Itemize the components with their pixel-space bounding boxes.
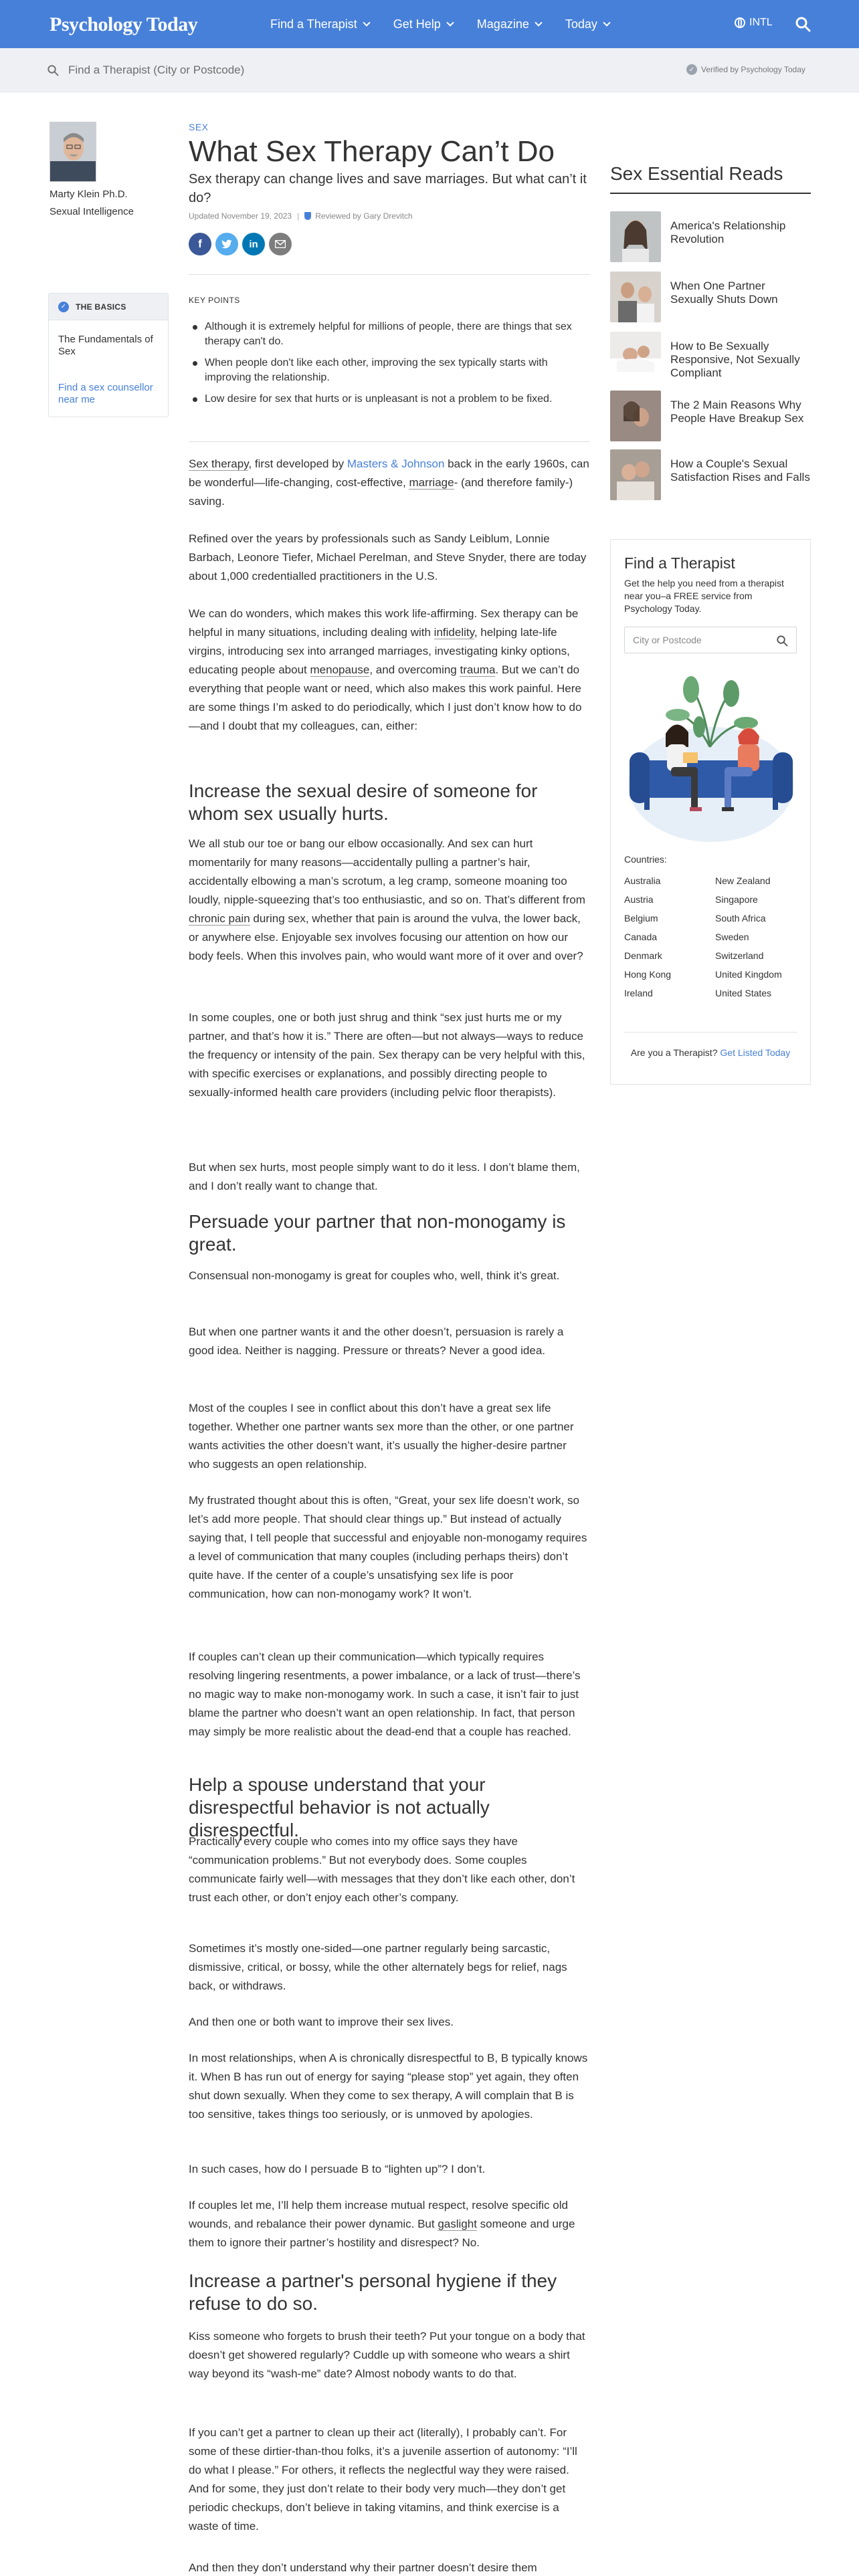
nav-today[interactable]: Today xyxy=(565,17,609,31)
chevron-down-icon xyxy=(535,19,542,26)
essential-read-title: How a Couple's Sexual Satisfaction Rises and Falls xyxy=(670,457,810,484)
paragraph: And then one or both want to improve their sex lives. xyxy=(189,2016,454,2028)
checkmark-icon: ✓ xyxy=(58,302,69,312)
essential-read-item[interactable] xyxy=(610,449,811,503)
find-therapist-bar xyxy=(0,48,859,92)
paragraph: Refined over the years by professionals such as Sandy Leiblum, Lonnie Barbach, Leonore Tiefer, Michael Perelman, and Steve Snyder, there are today about 1,000 credentialled practitioners in the U.S. xyxy=(189,532,587,582)
paragraph: In most relationships, when A is chronically disrespectful to B, B typically knows it. When B has run out of energy for saying “please stop” yet again, they often shut down sexually. When they come to sex therapy, A will complain that B is too sensitive, takes things too seriously, or is unmoved by apologies. xyxy=(189,2052,588,2121)
country-link[interactable]: Belgium xyxy=(624,913,658,924)
author-blog-name[interactable]: Sexual Intelligence xyxy=(50,206,134,217)
article-subtitle: Sex therapy can change lives and save marriages. But what can’t it do? xyxy=(189,172,587,205)
divider xyxy=(189,441,590,442)
country-link[interactable]: Sweden xyxy=(715,932,749,942)
paragraph: But when sex hurts, most people simply want to do it less. I don’t blame them, and I don’t really want to change that. xyxy=(189,1161,580,1192)
essential-read-thumbnail xyxy=(610,332,661,383)
paragraph: In such cases, how do I persuade B to “lighten up”? I don’t. xyxy=(189,2163,486,2175)
chevron-down-icon xyxy=(603,19,610,26)
search-icon[interactable] xyxy=(795,16,811,32)
countries-list xyxy=(624,874,801,1000)
essential-read-item[interactable] xyxy=(610,391,811,444)
intl-selector[interactable]: INTL xyxy=(735,17,773,29)
linkedin-share-button[interactable] xyxy=(242,233,265,255)
the-basics-box xyxy=(48,293,169,417)
marriage-link[interactable]: marriage xyxy=(409,476,454,489)
paragraph: Sex therapy, first developed by Masters & Johnson back in the early 1960s, can be wonderful—life-changing, cost-effective, marriage- (and therefore family-) saving. xyxy=(189,457,589,508)
menopause-link[interactable]: menopause xyxy=(310,663,370,676)
updated-date: Updated November 19, 2023 xyxy=(189,211,292,221)
paragraph: In some couples, one or both just shrug and think “sex just hurts me or my partner, and that’s how it is.” There are often—but not always—ways to reduce the frequency or intensity of the pain. Sex therapy can be very helpful with this, with specific exercises or explanations, and possibly directing people to sexually-informed health care providers (including pelvic floor therapists). xyxy=(189,1011,585,1099)
infidelity-link[interactable]: infidelity xyxy=(434,626,474,639)
paragraph: We can do wonders, which makes this work life-affirming. Sex therapy can be helpful in many situations, including dealing with infidelity, helping late-life virgins, introducing sex into arranged marriages, investigating kinky options, educating people about menopause, and overcoming trauma. But we can’t do everything that people want or need, which also makes this work painful. Here are some things I’m asked to do periodically, which I just don’t know how to do—and I doubt that my colleagues, can, either: xyxy=(189,607,582,732)
section-heading: Increase a partner's personal hygiene if they refuse to do so. xyxy=(189,2270,557,2314)
twitter-share-button[interactable] xyxy=(215,233,238,255)
section-heading: Persuade your partner that non-monogamy is great. xyxy=(189,1211,566,1255)
find-therapist-box xyxy=(610,539,811,1085)
divider xyxy=(189,274,590,275)
essential-read-thumbnail xyxy=(610,272,661,322)
paragraph: My frustrated thought about this is often, “Great, your sex life doesn’t work, so let’s add more people. That should clear things up.” But instead of actually saying that, I tell people that successful and enjoyable non-monogamy requires a level of communication that many couples (including perhaps theirs) don’t quite have. If the center of a couple’s unsatisfying sex life is poor communication, how can non-monogamy work? It won’t. xyxy=(189,1494,587,1600)
essential-read-thumbnail xyxy=(610,391,661,441)
paragraph: If couples can’t clean up their communication—which typically requires resolving lingering resentments, a power imbalance, or a lack of trust—there’s no magic way to make non-monogamy work. In such a case, it isn’t fair to just blame the partner who doesn’t want an open relationship. In fact, that person may simply be more realistic about the dead-end that a couple has reached. xyxy=(189,1650,581,1738)
essential-read-title: How to Be Sexually Responsive, Not Sexually Compliant xyxy=(670,340,800,379)
paragraph: If couples let me, I’ll help them increase mutual respect, resolve specific old wounds, and rebalance their power dynamic. But gaslight someone and urge them to ignore their partner’s hostility and disrespect? No. xyxy=(189,2199,575,2249)
globe-icon xyxy=(735,17,745,28)
divider xyxy=(610,193,811,194)
essential-read-thumbnail xyxy=(610,211,661,262)
checkmark-icon: ✓ xyxy=(686,64,697,75)
key-point: Low desire for sex that hurts or is unpleasant is not a problem to be fixed. xyxy=(201,392,586,407)
essential-read-item[interactable] xyxy=(610,211,811,265)
reviewed-by[interactable]: Reviewed by Gary Drevitch xyxy=(315,211,413,221)
gaslight-link[interactable]: gaslight xyxy=(438,2218,477,2230)
article-category[interactable]: SEX xyxy=(189,122,209,132)
chevron-down-icon xyxy=(363,19,370,26)
nav-get-help[interactable]: Get Help xyxy=(393,17,453,31)
country-link[interactable]: Austria xyxy=(624,894,654,905)
therapy-illustration xyxy=(624,667,798,843)
country-link[interactable]: Ireland xyxy=(624,988,653,998)
chronic-pain-link[interactable]: chronic pain xyxy=(189,912,250,925)
basics-heading: ✓ THE BASICS xyxy=(49,294,168,320)
section-heading: Help a spouse understand that your disrespectful behavior is not actually disrespectful. xyxy=(189,1774,490,1840)
paragraph: But when one partner wants it and the other doesn’t, persuasion is rarely a good idea. Neither is nagging. Pressure or threats? Never a good idea. xyxy=(189,1325,564,1357)
linkedin-icon: in xyxy=(249,238,258,250)
country-link[interactable]: Canada xyxy=(624,932,658,942)
search-icon[interactable] xyxy=(776,635,788,647)
section-heading: Increase the sexual desire of someone for whom sex usually hurts. xyxy=(189,780,538,824)
paragraph: We all stub our toe or bang our elbow occasionally. And sex can hurt momentarily for many reasons—accidentally pulling a partner’s hair, accidentally elbowing a man’s scrotum, a leg cramp, someone moaning too loudly, nipple-squeezing that’s too enthusiastic, and so on. That’s different from chronic pain during sex, whether that pain is around the vulva, the lower back, or anywhere else. Enjoyable sex involves focusing our attention on how our body feels. When this involves pain, who would want more of it over and over? xyxy=(189,837,585,962)
therapist-cta: Are you a Therapist? Get Listed Today xyxy=(630,1047,791,1058)
basics-topic-link[interactable]: The Fundamentals of Sex xyxy=(58,334,153,357)
share-buttons xyxy=(189,233,296,255)
country-link[interactable]: United States xyxy=(715,988,772,998)
sex-therapy-link[interactable]: Sex therapy xyxy=(189,457,249,470)
twitter-bird-icon xyxy=(221,239,232,249)
article-meta xyxy=(189,211,413,221)
find-therapist-description: Get the help you need from a therapist near you–a FREE service from Psychology Today. xyxy=(624,578,784,614)
paragraph: Kiss someone who forgets to brush their teeth? Put your tongue on a body that doesn’t get showered regularly? Cuddle up with someone who wears a shirt way beyond its “wash-me” date? Almost nobody wants to do that. xyxy=(189,2330,585,2380)
find-therapist-search-input[interactable]: Find a Therapist (City or Postcode) xyxy=(47,59,421,82)
countries-label: Countries: xyxy=(624,854,667,865)
divider xyxy=(624,1032,797,1033)
verified-badge: ✓ Verified by Psychology Today xyxy=(686,64,805,75)
key-points-list xyxy=(201,320,586,413)
chevron-down-icon xyxy=(446,19,454,26)
article-title: What Sex Therapy Can’t Do xyxy=(189,135,555,168)
author-photo-image xyxy=(50,122,96,182)
find-therapist-title: Find a Therapist xyxy=(624,554,735,572)
country-link[interactable]: United Kingdom xyxy=(715,969,782,980)
meta-separator: | xyxy=(297,211,300,221)
paragraph: Sometimes it’s mostly one-sided—one partner regularly being sarcastic, dismissive, critical, or bossy, while the other alternately begs for relief, nags back, or withdraws. xyxy=(189,1942,567,1992)
country-link[interactable]: South Africa xyxy=(715,913,766,924)
country-link[interactable]: Australia xyxy=(624,875,661,886)
key-point: When people don't like each other, improving the sex typically starts with improving the relationship. xyxy=(201,356,586,385)
essential-read-item[interactable] xyxy=(610,272,811,325)
masters-johnson-link[interactable]: Masters & Johnson xyxy=(347,457,445,470)
get-listed-link[interactable]: Get Listed Today xyxy=(720,1047,791,1058)
essential-read-item[interactable] xyxy=(610,332,811,385)
paragraph: Consensual non-monogamy is great for couples who, well, think it’s great. xyxy=(189,1269,560,1282)
essential-read-thumbnail xyxy=(610,449,661,500)
country-link[interactable]: New Zealand xyxy=(715,875,771,886)
envelope-icon xyxy=(275,240,286,248)
facebook-icon: f xyxy=(198,237,202,250)
trauma-link[interactable]: trauma xyxy=(460,663,496,676)
author-avatar[interactable] xyxy=(50,122,96,182)
country-link[interactable]: Denmark xyxy=(624,950,662,961)
top-nav xyxy=(0,0,859,48)
email-share-button[interactable] xyxy=(269,233,292,255)
paragraph: Practically every couple who comes into my office says they have “communication problems.” But not everybody does. Some couples communicate fairly well—with messages that they don’t like each other, don’t trust each other, or don’t enjoy each other’s company. xyxy=(189,1835,575,1904)
find-sex-counsellor-link[interactable]: Find a sex counsellor near me xyxy=(58,382,153,405)
search-icon xyxy=(47,64,59,76)
country-link[interactable]: Switzerland xyxy=(715,950,764,961)
essential-read-title: When One Partner Sexually Shuts Down xyxy=(670,280,778,306)
country-link[interactable]: Singapore xyxy=(715,894,758,905)
paragraph: Most of the couples I see in conflict about this don’t have a great sex life together. Whether one partner wants sex more than the other, or one partner wants activities the other doesn’t want, it’s usually the higher-desire partner who suggests an open relationship. xyxy=(189,1402,574,1471)
key-point: Although it is extremely helpful for millions of people, there are things that sex therapy can't do. xyxy=(201,320,586,349)
nav-magazine[interactable]: Magazine xyxy=(477,17,541,31)
shield-icon xyxy=(304,212,311,220)
city-postcode-input[interactable]: City or Postcode xyxy=(624,627,797,653)
facebook-share-button[interactable] xyxy=(189,233,211,255)
site-logo[interactable]: Psychology Today xyxy=(50,13,198,35)
main-nav xyxy=(270,0,634,48)
author-name[interactable]: Marty Klein Ph.D. xyxy=(50,189,128,200)
essential-read-title: America's Relationship Revolution xyxy=(670,219,786,245)
country-link[interactable]: Hong Kong xyxy=(624,969,672,980)
paragraph: And then they don’t understand why their partner doesn’t desire them xyxy=(189,2561,537,2574)
essential-reads-title: Sex Essential Reads xyxy=(610,163,783,184)
essential-read-title: The 2 Main Reasons Why People Have Breakup Sex xyxy=(670,399,804,425)
paragraph: If you can’t get a partner to clean up their act (literally), I probably can’t. For some of these dirtier-than-thou folks, it’s a juvenile assertion of autonomy: “I’ll do what I please.” For others, it reflects the neglectful way they were raised. And for some, they just don’t relate to their body very much—they don’t get periodic checkups, don’t believe in taking vitamins, and think exercise is a waste of time. xyxy=(189,2426,577,2533)
nav-find-therapist[interactable]: Find a Therapist xyxy=(270,17,369,31)
key-points-label: KEY POINTS xyxy=(189,296,240,305)
